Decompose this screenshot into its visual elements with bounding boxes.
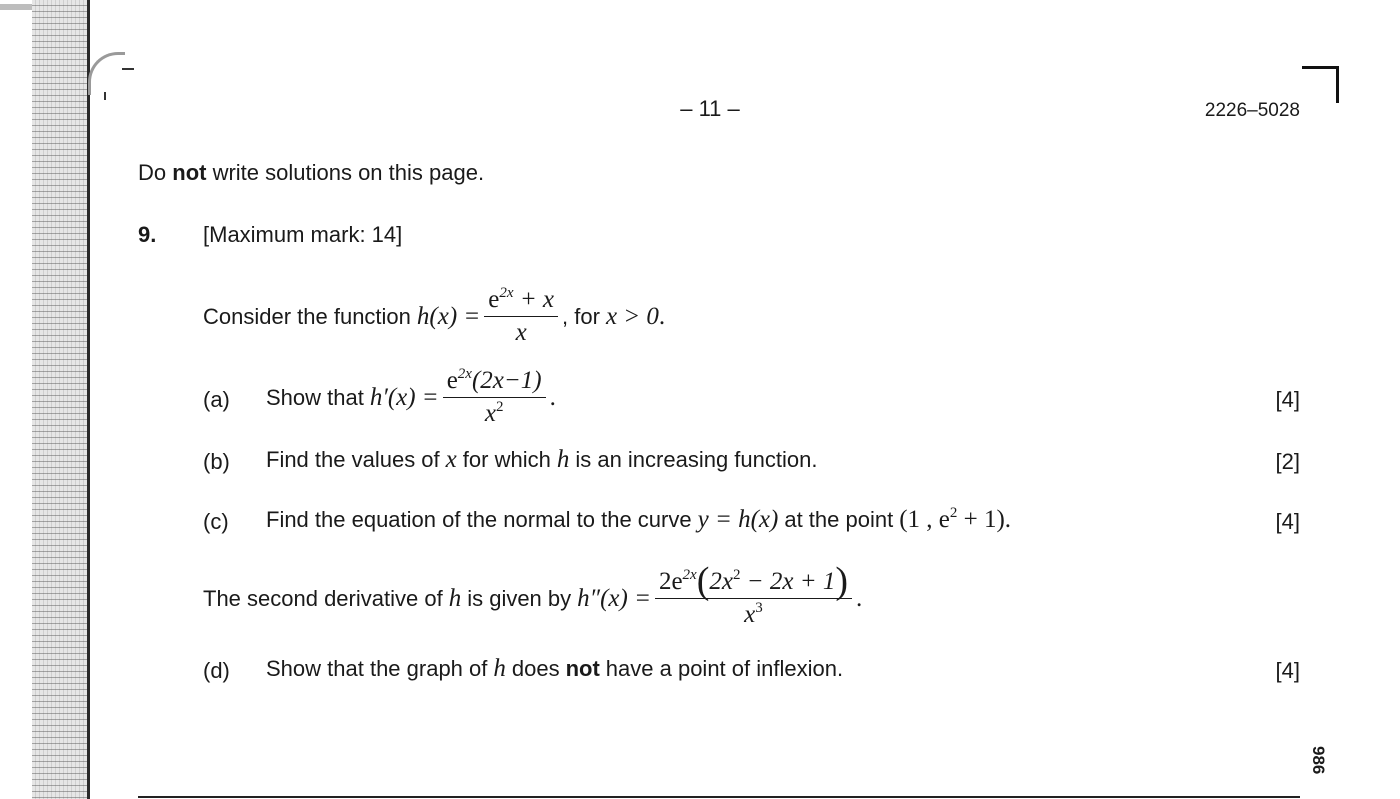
intro-period: .: [658, 302, 666, 330]
part-b-var-h: h: [556, 446, 570, 473]
intro-function-arg: (x) =: [429, 302, 481, 330]
part-d-mid: does: [511, 656, 560, 681]
notice-bold: not: [172, 160, 207, 185]
part-c-intro: Find the equation of the normal to the curve: [266, 507, 692, 532]
part-a-text: [266, 367, 556, 428]
intro-text: Consider the function: [203, 303, 411, 329]
part-b-marks: [2]: [1275, 449, 1300, 474]
side-code: 986: [1309, 746, 1328, 775]
question-number: 9.: [138, 222, 157, 247]
part-c-text: [266, 506, 1011, 534]
document-code: 2226–5028: [1204, 100, 1300, 121]
second-derivative-intro: The second derivative of: [203, 585, 443, 611]
second-derivative-fraction: [655, 560, 852, 629]
part-b-intro: Find the values of: [266, 447, 440, 472]
intro-fraction: [484, 286, 558, 347]
question-max-mark: [Maximum mark: 14]: [203, 222, 403, 247]
part-a-label: (a): [203, 387, 230, 412]
part-d-post: have a point of inflexion.: [605, 656, 844, 681]
second-derivative-lhs: h″(x) =: [577, 584, 651, 612]
part-c-marks: [4]: [1275, 509, 1300, 534]
question-intro: [203, 286, 665, 347]
intro-function-name: h: [416, 302, 430, 330]
part-a-intro: Show that: [266, 384, 364, 410]
intro-condition: x > 0: [605, 302, 659, 330]
part-a-numerator: $e^{2x}(2x-1)$: [443, 367, 546, 398]
part-b-mid: for which: [462, 447, 551, 472]
part-c-label: (c): [203, 509, 229, 534]
part-b-post: is an increasing function.: [575, 447, 818, 472]
page-number: – 11 –: [680, 96, 740, 121]
part-d-marks: [4]: [1275, 658, 1300, 683]
part-a-denominator: $x^2$: [484, 399, 504, 427]
binding-strip: [32, 0, 88, 799]
part-d-label: (d): [203, 658, 230, 683]
part-a-marks: [4]: [1275, 387, 1300, 412]
notice-post: write solutions on this page.: [206, 160, 485, 185]
second-derivative-var: h: [448, 584, 462, 612]
intro-denominator: x: [515, 319, 527, 346]
second-derivative-statement: [203, 560, 863, 629]
notice-pre: Do: [138, 160, 173, 185]
part-a-fraction: [443, 367, 546, 428]
second-derivative-numerator: $2e^{2x}(2x^2 - 2x + 1)$: [655, 568, 852, 599]
second-derivative-mid: is given by: [467, 585, 572, 611]
part-b-label: (b): [203, 449, 230, 474]
part-b-text: [266, 446, 817, 474]
part-d-intro: Show that the graph of: [266, 656, 488, 681]
intro-post: , for: [562, 303, 600, 329]
punch-hole-mark: [88, 52, 125, 95]
second-derivative-period: .: [855, 584, 863, 612]
binding-top-mark: [0, 4, 34, 10]
part-d-var: h: [493, 655, 506, 682]
part-a-lhs: h′(x) =: [369, 383, 439, 411]
part-a-period: .: [549, 383, 556, 411]
part-b-var-x: x: [445, 446, 457, 473]
second-derivative-denominator: $x^3$: [744, 600, 763, 628]
part-c-point: (1 , $e^2 + 1$).: [899, 505, 1012, 533]
part-d-bold: not: [565, 656, 600, 681]
corner-registration-mark: [1302, 66, 1339, 103]
part-c-equation: y = h(x): [697, 506, 779, 533]
part-c-mid: at the point: [784, 507, 894, 532]
punch-hole-tick: [104, 92, 106, 100]
part-d-text: [266, 655, 843, 683]
intro-numerator: $e^{2x} + x$: [484, 286, 558, 317]
instruction-notice: [138, 160, 484, 186]
punch-hole-dash: [122, 68, 134, 70]
binding-edge: [87, 0, 90, 799]
bottom-rule: [138, 796, 1300, 798]
